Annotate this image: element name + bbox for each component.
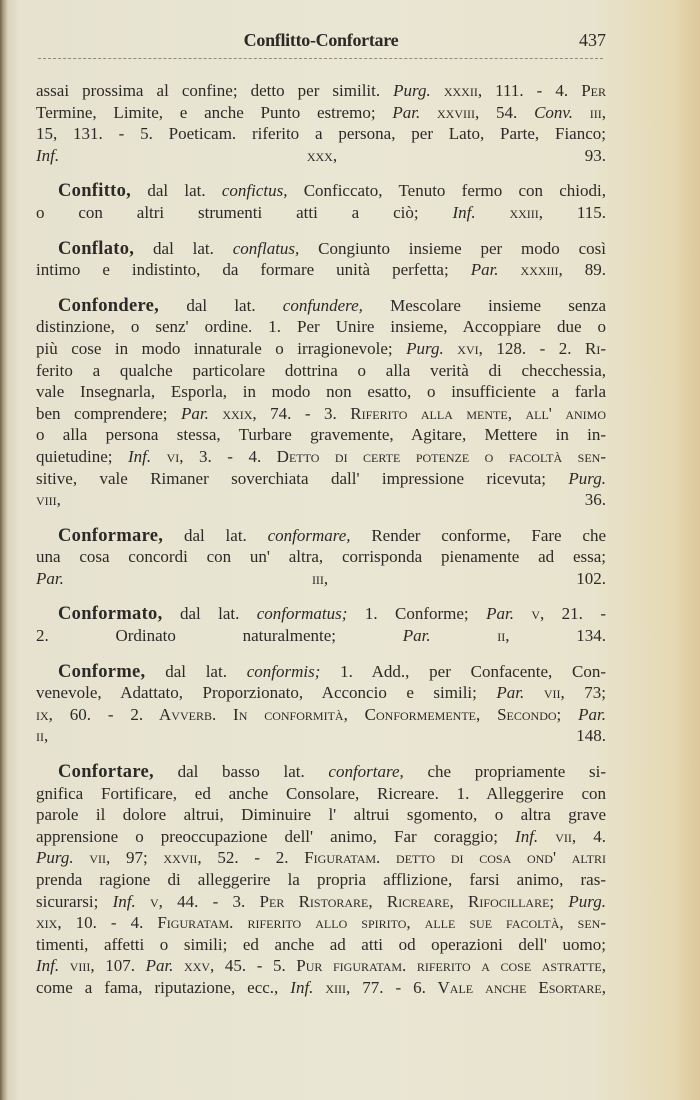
text-line bbox=[36, 468, 606, 490]
text-line bbox=[36, 145, 606, 167]
reference-text: xxxiii, 89. bbox=[498, 260, 606, 280]
reference-text: vii, 97; xxvii, 52. - 2. Figuratam. detto di cosa ond' altri bbox=[73, 848, 606, 868]
italic-text: Inf. bbox=[515, 826, 539, 846]
text-run: 1. Conforme; bbox=[347, 604, 487, 624]
text-line bbox=[36, 955, 606, 977]
reference-text: viii, 36. bbox=[36, 490, 606, 510]
reference-text: ix, 60. - 2. Avverb. In conformità, Conformemente, Secondo; bbox=[36, 704, 579, 724]
text-run: dal lat. bbox=[159, 295, 283, 315]
text-line bbox=[36, 180, 606, 202]
italic-text: Inf. bbox=[127, 446, 152, 466]
text-line bbox=[36, 424, 606, 446]
text-run: più cose in modo innaturale o irragionevole; bbox=[36, 338, 407, 358]
reference-text: v, 44. - 3. Per Ristorare, Ricreare, Rifocillare; bbox=[135, 891, 569, 911]
reference-text: viii, 107. bbox=[59, 956, 146, 976]
italic-text: Purg. bbox=[568, 468, 606, 488]
text-line bbox=[36, 446, 606, 468]
text-line bbox=[36, 934, 606, 956]
italic-text: Inf. bbox=[452, 202, 476, 222]
text-run: timenti, affetti o simili; ed anche ad atti od operazioni dell' uomo; bbox=[36, 934, 606, 954]
reference-text: xxviii, 54. bbox=[420, 102, 535, 122]
text-line bbox=[36, 603, 606, 625]
reference-text: xxv, 45. - 5. Pur figuratam. riferito a cose astratte, bbox=[173, 956, 606, 976]
text-run: intimo e indistinto, da formare unità perfetta; bbox=[36, 260, 471, 280]
text-run: venevole, Adattato, Proporzionato, Acconcio e simili; bbox=[36, 683, 497, 703]
text-run: gnifica Fortificare, ed anche Consolare, Ricreare. 1. Alleggerire con bbox=[36, 783, 606, 803]
italic-text: Inf. bbox=[36, 145, 60, 165]
text-run: 1. Add., per Confacente, Con- bbox=[320, 661, 607, 681]
text-run: come a fama, riputazione, ecc., bbox=[36, 977, 291, 997]
italic-text: Inf. bbox=[112, 891, 136, 911]
italic-text: Inf. bbox=[290, 977, 314, 997]
italic-text: Par. bbox=[470, 260, 499, 280]
headword: Conforme, bbox=[58, 661, 146, 682]
text-line bbox=[36, 912, 606, 934]
text-line bbox=[36, 546, 606, 568]
dictionary-entry bbox=[36, 180, 606, 223]
text-run: Render conforme, Fare che bbox=[350, 525, 606, 545]
italic-text: Par. bbox=[402, 626, 431, 646]
italic-text: Inf. bbox=[36, 956, 60, 976]
text-line bbox=[36, 316, 606, 338]
text-run: o con altri strumenti atti a ciò; bbox=[36, 202, 453, 222]
italic-text: Purg. bbox=[393, 81, 431, 100]
text-line bbox=[36, 704, 606, 726]
headword: Confitto, bbox=[58, 181, 132, 202]
text-run: 15, 131. - 5. Poeticam. riferito a persona, per Lato, Parte, Fianco; bbox=[36, 124, 606, 144]
reference-text: iii, bbox=[572, 102, 606, 122]
headword: Conformare, bbox=[58, 525, 164, 546]
dictionary-entry bbox=[36, 761, 606, 999]
text-line bbox=[36, 295, 606, 317]
text-run: dal lat. bbox=[145, 661, 247, 681]
italic-text: Par. bbox=[145, 956, 174, 976]
italic-text: Par. bbox=[496, 683, 525, 703]
reference-text: xxx, 93. bbox=[59, 145, 606, 165]
dictionary-entry bbox=[36, 525, 606, 590]
reference-text: xix, 10. - 4. Figuratam. riferito allo spirito, alle sue facoltà, sen- bbox=[36, 913, 606, 933]
text-line bbox=[36, 891, 606, 913]
italic-text: conformare, bbox=[267, 525, 351, 545]
reference-text: xxiii, 115. bbox=[475, 202, 606, 222]
continued-paragraph bbox=[36, 80, 606, 166]
dictionary-entry bbox=[36, 661, 606, 747]
text-line bbox=[36, 804, 606, 826]
page-header bbox=[36, 30, 606, 54]
text-run: una cosa concordi con un' altra, corrisponda pienamente ad essa; bbox=[36, 547, 606, 567]
reference-text: v, 21. - bbox=[513, 604, 607, 624]
headword: Conformato, bbox=[58, 604, 163, 625]
text-run: che propriamente si- bbox=[403, 762, 607, 782]
text-run: vale Insegnarla, Esporla, in modo non esatto, o insufficiente a farla bbox=[36, 382, 606, 402]
text-run: dal lat. bbox=[131, 181, 222, 201]
text-run: dal lat. bbox=[162, 604, 257, 624]
text-run: Mescolare insieme senza bbox=[362, 295, 606, 315]
headword: Confondere, bbox=[58, 295, 160, 316]
dictionary-entry bbox=[36, 238, 606, 281]
running-title: Conflitto-Confortare bbox=[243, 30, 399, 50]
text-run: dal lat. bbox=[134, 238, 233, 258]
italic-text: conformis; bbox=[246, 661, 321, 681]
reference-text: xxix, 74. - 3. Riferito alla mente, all' animo bbox=[208, 403, 606, 423]
italic-text: Par. bbox=[181, 403, 209, 423]
text-line bbox=[36, 360, 606, 382]
headword: Confortare, bbox=[58, 762, 154, 783]
text-run: assai prossima al confine; detto per similit. bbox=[36, 81, 394, 100]
text-line bbox=[36, 847, 606, 869]
text-run: 2. Ordinato naturalmente; bbox=[36, 626, 403, 646]
text-run: dal basso lat. bbox=[153, 762, 329, 782]
reference-text: xvi, 128. - 2. Ri- bbox=[443, 338, 606, 358]
text-run: parole il dolore altrui, Diminuire l' altrui sgomento, o altra grave bbox=[36, 805, 606, 825]
italic-text: Par. bbox=[392, 102, 421, 122]
text-run: sicurarsi; bbox=[36, 891, 113, 911]
reference-text: vii, 73; bbox=[524, 683, 606, 703]
italic-text: Purg. bbox=[36, 848, 74, 868]
italic-text: Par. bbox=[36, 568, 64, 588]
text-run: o alla persona stessa, Turbare gravemente, Agitare, Mettere in in- bbox=[36, 425, 606, 445]
dictionary-entry bbox=[36, 295, 606, 511]
reference-text: xiii, 77. - 6. Vale anche Esortare, bbox=[313, 977, 607, 997]
reference-text: ii, 148. bbox=[36, 726, 606, 746]
italic-text: Purg. bbox=[568, 891, 606, 911]
text-run: prenda ragione di alleggerire la propria afflizione, farsi animo, ras- bbox=[36, 870, 606, 889]
text-line bbox=[36, 661, 606, 683]
reference-text: xxxii, 111. - 4. Per bbox=[430, 81, 606, 100]
text-line bbox=[36, 783, 606, 805]
header-rule bbox=[38, 58, 603, 59]
text-line bbox=[36, 525, 606, 547]
italic-text: conflatus, bbox=[232, 238, 300, 258]
text-line bbox=[36, 403, 606, 425]
text-run: Congiunto insieme per modo così bbox=[299, 238, 606, 258]
dictionary-body bbox=[36, 80, 606, 1013]
text-run: Termine, Limite, e anche Punto estremo; bbox=[36, 102, 393, 122]
italic-text: conformatus; bbox=[256, 604, 348, 624]
text-line bbox=[36, 761, 606, 783]
italic-text: Conv. bbox=[534, 102, 573, 122]
italic-text: confictus, bbox=[221, 181, 288, 201]
text-run: sitive, vale Rimaner soverchiata dall' impressione ricevuta; bbox=[36, 468, 569, 488]
text-line bbox=[36, 826, 606, 848]
headword: Conflato, bbox=[58, 238, 135, 259]
text-line bbox=[36, 869, 606, 891]
text-line bbox=[36, 725, 606, 747]
text-line bbox=[36, 123, 606, 145]
italic-text: Purg. bbox=[406, 338, 444, 358]
page-number: 437 bbox=[579, 30, 606, 50]
dictionary-entry bbox=[36, 603, 606, 646]
italic-text: confortare, bbox=[328, 762, 404, 782]
italic-text: Par. bbox=[578, 704, 606, 724]
text-run: ferito a qualche particolare dottrina o alla verità di checchessia, bbox=[36, 360, 606, 380]
reference-text: ii, 134. bbox=[430, 626, 606, 646]
text-line bbox=[36, 568, 606, 590]
text-run: quietudine; bbox=[36, 446, 128, 466]
text-line bbox=[36, 202, 606, 224]
text-run: ben comprendere; bbox=[36, 403, 181, 423]
text-line bbox=[36, 381, 606, 403]
text-line bbox=[36, 102, 606, 124]
italic-text: Par. bbox=[486, 604, 514, 624]
text-run: distinzione, o senz' ordine. 1. Per Unire insieme, Accoppiare due o bbox=[36, 317, 606, 337]
reference-text: vii, 4. bbox=[538, 826, 606, 846]
italic-text: confundere, bbox=[282, 295, 363, 315]
text-run: Conficcato, Tenuto fermo con chiodi, bbox=[287, 181, 606, 201]
text-line bbox=[36, 489, 606, 511]
reference-text: vi, 3. - 4. Detto di certe potenze o facoltà sen- bbox=[151, 446, 606, 466]
reference-text: iii, 102. bbox=[63, 568, 606, 588]
text-line bbox=[36, 977, 606, 999]
text-line bbox=[36, 625, 606, 647]
text-line bbox=[36, 338, 606, 360]
text-line bbox=[36, 80, 606, 102]
text-run: dal lat. bbox=[163, 525, 268, 545]
text-line bbox=[36, 238, 606, 260]
text-line bbox=[36, 682, 606, 704]
text-line bbox=[36, 259, 606, 281]
text-run: apprensione o preoccupazione dell' animo, Far coraggio; bbox=[36, 826, 516, 846]
